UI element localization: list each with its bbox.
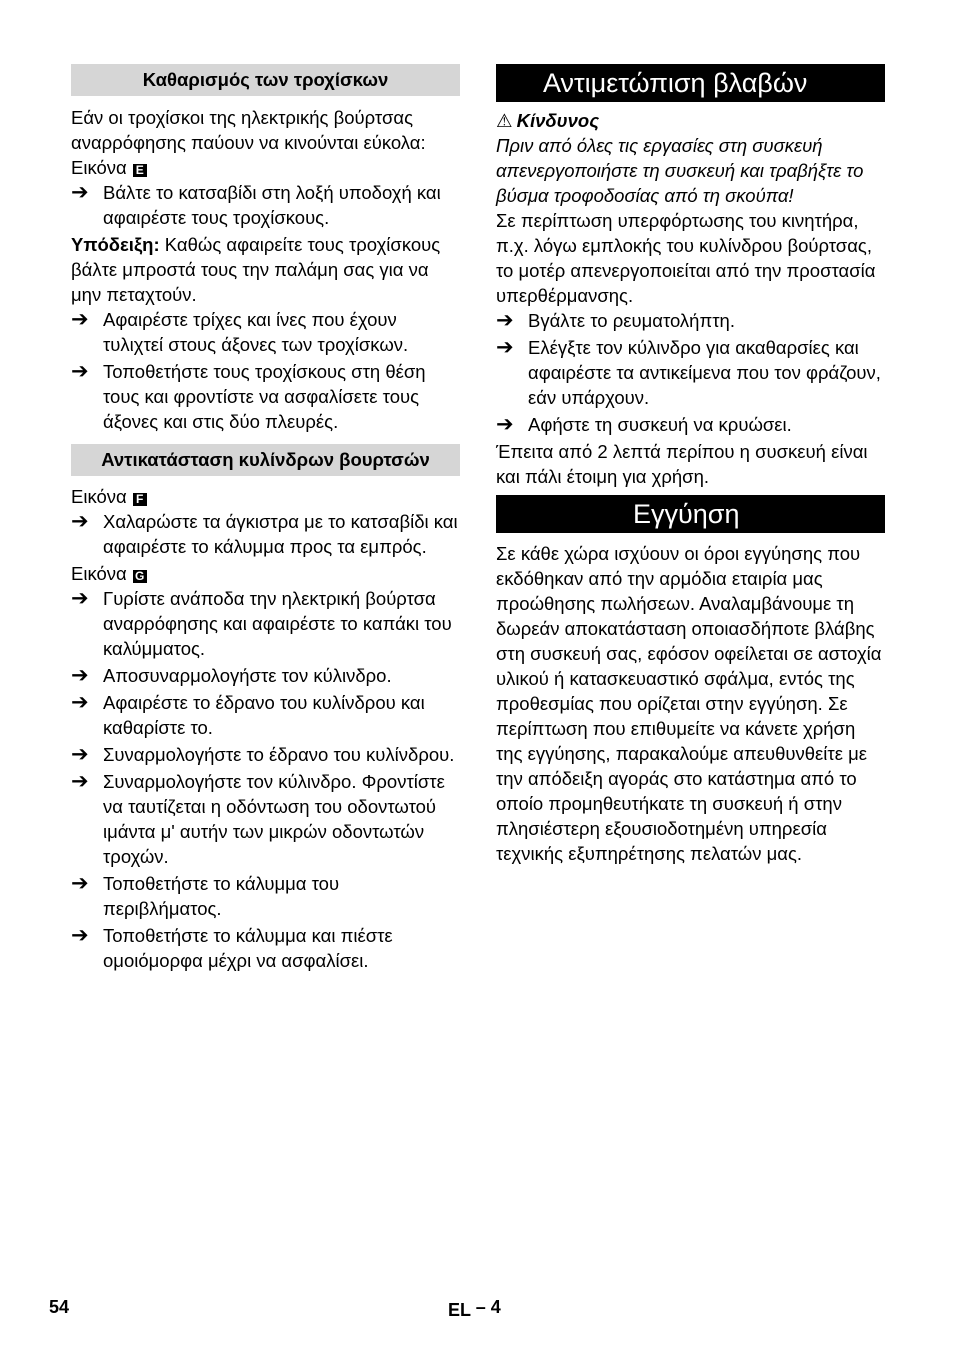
arrow-right-icon: ➔ xyxy=(71,360,89,383)
roller-step-3 xyxy=(71,663,460,688)
arrow-right-icon: ➔ xyxy=(496,413,514,436)
step-text: Συναρμολογήστε τον κύλινδρο. Φροντίστε να ταυτίζεται η οδόντωση του οδοντωτού ιμάντα μ' αυτήν των μικρών οδοντωτών τροχών. xyxy=(103,771,445,867)
trouble-step-2 xyxy=(496,335,885,410)
arrow-right-icon: ➔ xyxy=(496,336,514,359)
step-text: Αφαιρέστε το έδρανο του κυλίνδρου και καθαρίστε το. xyxy=(103,692,425,738)
figure-letter-e: E xyxy=(133,164,147,177)
wheels-step-3 xyxy=(71,359,460,434)
step-text: Τοποθετήστε το κάλυμμα και πιέστε ομοιόμορφα μέχρι να ασφαλίσει. xyxy=(103,925,393,971)
roller-step-2 xyxy=(71,586,460,661)
arrow-right-icon: ➔ xyxy=(71,770,89,793)
troubleshooting-heading: Αντιμετώπιση βλαβών xyxy=(496,64,885,102)
arrow-right-icon: ➔ xyxy=(71,510,89,533)
arrow-right-icon: ➔ xyxy=(71,872,89,895)
step-text: Αποσυναρμολογήστε τον κύλινδρο. xyxy=(103,665,392,686)
figure-ref-g xyxy=(71,561,460,586)
arrow-right-icon: ➔ xyxy=(71,924,89,947)
footer-language xyxy=(448,1297,501,1321)
trouble-step-1 xyxy=(496,308,885,333)
wheels-cleaning-heading: Καθαρισμός των τροχίσκων xyxy=(71,64,460,96)
roller-replacement-heading: Αντικατάσταση κυλίνδρων βουρτσών xyxy=(71,444,460,476)
ready-text: Έπειτα από 2 λεπτά περίπου η συσκευή είναι και πάλι έτοιμη για χρήση. xyxy=(496,441,868,487)
roller-step-5 xyxy=(71,742,460,767)
danger-notice xyxy=(496,108,885,133)
step-text: Τοποθετήστε τους τροχίσκους στη θέση τους και φροντίστε να ασφαλίσετε τους άξονες και στις δύο πλευρές. xyxy=(103,361,426,432)
figure-ref-f xyxy=(71,484,460,509)
arrow-right-icon: ➔ xyxy=(71,691,89,714)
warranty-text: Σε κάθε χώρα ισχύουν οι όροι εγγύησης που εκδόθηκαν από την αρμόδια εταιρία μας προώθησης πωλήσεων. Αναλαμβάνουμε τη δωρεάν αποκατάσταση οποιασδήποτε βλάβης στη συσκευή σας, εφόσον οφείλεται σε αστοχία υλικού ή κατασκευαστικό σφάλμα, εντός της προθεσμίας που ορίζεται στην εγγύηση. Σε περίπτωση που επιθυμείτε να κάνετε χρήση της εγγύησης, παρακαλούμε απευθυνθείτε με την απόδειξη αγοράς στο κατάστημα από το οποίο προμηθευτήκατε τη συσκευή ή στην πλησιέστερη εξουσιοδοτημένη υπηρεσία τεχνικής εξυπηρέτησης πελατών μας. xyxy=(496,543,882,864)
roller-step-7 xyxy=(71,871,460,921)
step-text: Βγάλτε το ρευματολήπτη. xyxy=(528,310,735,331)
section-page: – 4 xyxy=(475,1297,501,1317)
danger-text: Πριν από όλες τις εργασίες στη συσκευή απενεργοποιήστε τη συσκευή και τραβήξτε το βύσμα τροφοδοσίας από τη σκούπα! xyxy=(496,135,864,206)
trouble-step-3 xyxy=(496,412,885,437)
figure-letter-f: F xyxy=(133,493,147,506)
step-text: Αφαιρέστε τρίχες και ίνες που έχουν τυλιχτεί στους άξονες των τροχίσκων. xyxy=(103,309,409,355)
figure-label: Εικόνα xyxy=(71,486,127,507)
roller-step-6 xyxy=(71,769,460,869)
danger-label: Κίνδυνος xyxy=(516,110,600,131)
step-text: Ελέγξτε τον κύλινδρο για ακαθαρσίες και αφαιρέστε τα αντικείμενα που τον φράζουν, εάν υπάρχουν. xyxy=(528,337,881,408)
warranty-heading: Εγγύηση xyxy=(496,495,885,533)
figure-label: Εικόνα xyxy=(71,563,127,584)
note-label: Υπόδειξη: xyxy=(71,234,160,255)
arrow-right-icon: ➔ xyxy=(71,587,89,610)
overload-text: Σε περίπτωση υπερφόρτωσης του κινητήρα, π.χ. λόγω εμπλοκής του κυλίνδρου βούρτσας, το μοτέρ απενεργοποιείται από την προστασία υπερθέρμανσης. xyxy=(496,210,876,306)
arrow-right-icon: ➔ xyxy=(71,308,89,331)
figure-ref-e xyxy=(71,155,460,180)
wheels-step-1 xyxy=(71,180,460,230)
roller-step-8 xyxy=(71,923,460,973)
figure-letter-g: G xyxy=(133,570,147,583)
left-column xyxy=(71,64,460,973)
note xyxy=(71,232,460,307)
arrow-right-icon: ➔ xyxy=(71,181,89,204)
step-text: Χαλαρώστε τα άγκιστρα με το κατσαβίδι και αφαιρέστε το κάλυμμα προς τα εμπρός. xyxy=(103,511,458,557)
arrow-right-icon: ➔ xyxy=(71,664,89,687)
figure-label: Εικόνα xyxy=(71,157,127,178)
arrow-right-icon: ➔ xyxy=(496,309,514,332)
warning-triangle-icon: ⚠ xyxy=(496,110,513,131)
step-text: Τοποθετήστε το κάλυμμα του περιβλήματος. xyxy=(103,873,340,919)
page-number: 54 xyxy=(49,1297,70,1317)
step-text: Αφήστε τη συσκευή να κρυώσει. xyxy=(528,414,792,435)
arrow-right-icon: ➔ xyxy=(71,743,89,766)
wheels-step-2 xyxy=(71,307,460,357)
step-text: Συναρμολογήστε το έδρανο του κυλίνδρου. xyxy=(103,744,455,765)
roller-step-4 xyxy=(71,690,460,740)
roller-step-1 xyxy=(71,509,460,559)
step-text: Γυρίστε ανάποδα την ηλεκτρική βούρτσα αναρρόφησης και αφαιρέστε το καπάκι του καλύμματος. xyxy=(103,588,452,659)
wheels-intro: Εάν οι τροχίσκοι της ηλεκτρικής βούρτσας αναρρόφησης παύουν να κινούνται εύκολα: xyxy=(71,107,426,153)
note-text: Καθώς αφαιρείτε τους τροχίσκους βάλτε μπροστά τους την παλάμη σας για να μην πεταχτούν. xyxy=(71,234,441,305)
right-column xyxy=(496,64,885,866)
language-code: EL xyxy=(448,1300,471,1320)
step-text: Βάλτε το κατσαβίδι στη λοξή υποδοχή και αφαιρέστε τους τροχίσκους. xyxy=(103,182,441,228)
